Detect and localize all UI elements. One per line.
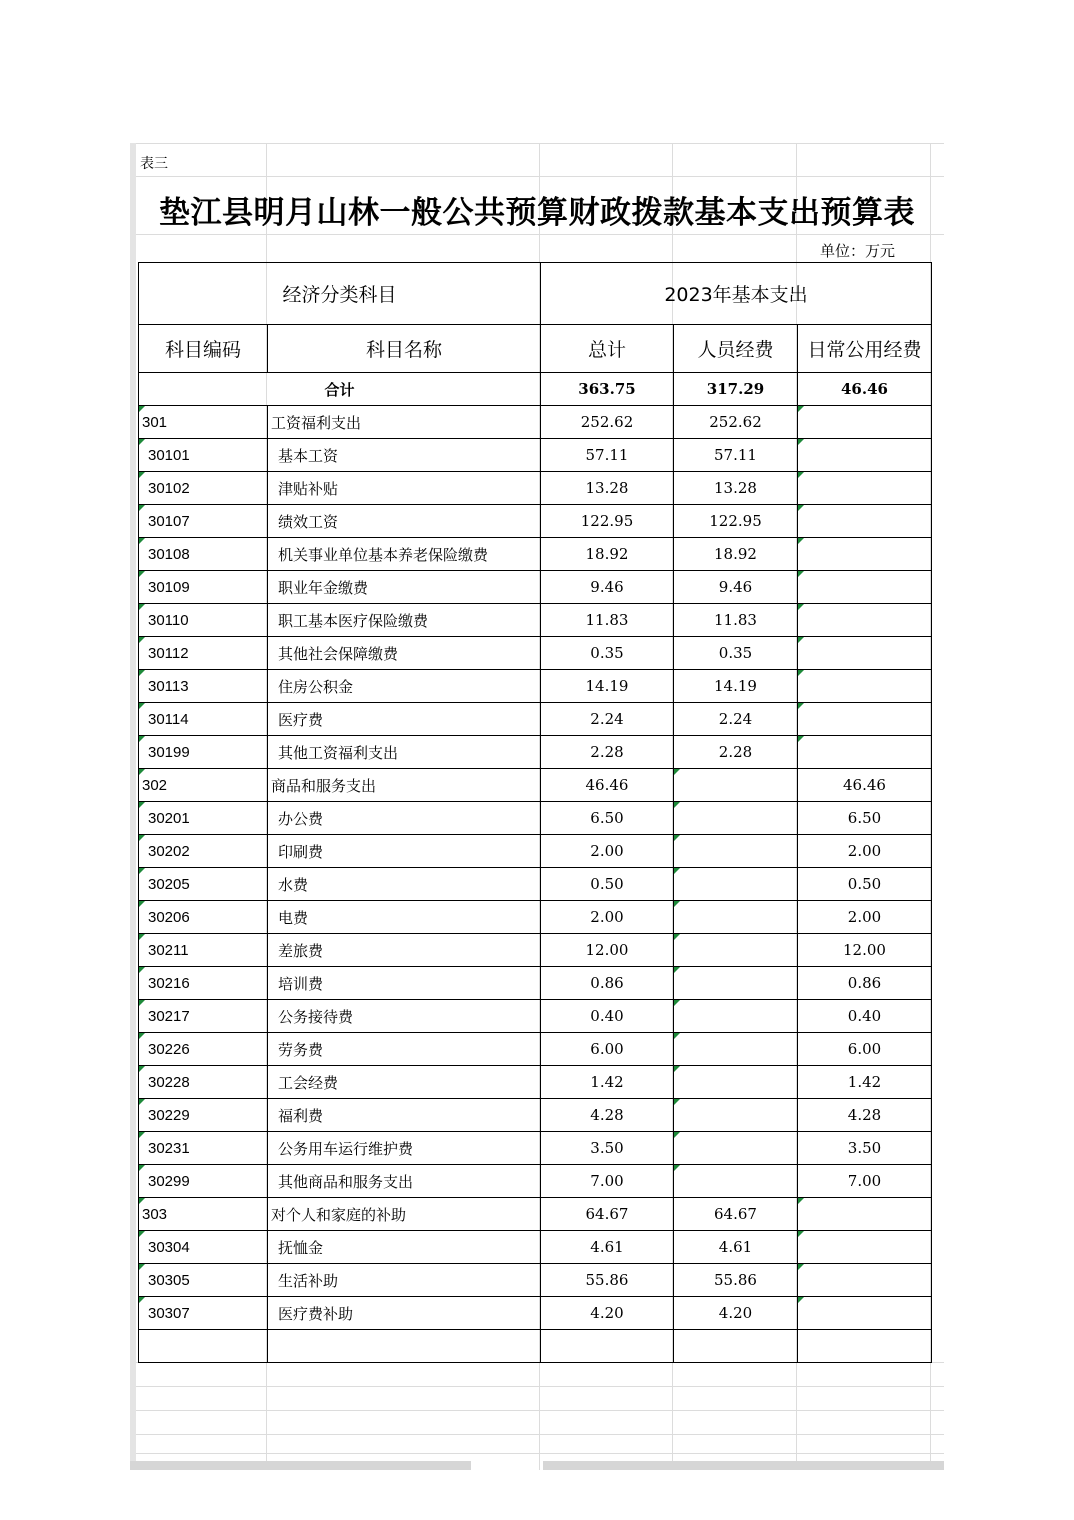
cell-name[interactable]: 培训费: [268, 967, 541, 1000]
cell-name[interactable]: 劳务费: [268, 1033, 541, 1066]
cell-personnel[interactable]: 4.61: [674, 1231, 798, 1264]
cell-total[interactable]: 12.00: [541, 934, 674, 967]
cell-personnel[interactable]: 11.83: [674, 604, 798, 637]
table-row: [139, 1165, 932, 1198]
table-row: [139, 1231, 932, 1264]
totals-total[interactable]: 363.75: [541, 373, 674, 406]
cell-public[interactable]: [798, 670, 932, 703]
sheet-scroll-strip-right[interactable]: [543, 1461, 944, 1470]
table-row: [139, 505, 932, 538]
header-personnel[interactable]: 人员经费: [674, 325, 798, 373]
cell-public[interactable]: [798, 439, 932, 472]
cell-personnel[interactable]: [674, 835, 798, 868]
cell-public[interactable]: [798, 571, 932, 604]
cell-personnel[interactable]: 64.67: [674, 1198, 798, 1231]
cell-public[interactable]: [798, 538, 932, 571]
gridline: [130, 1410, 944, 1411]
cell-personnel[interactable]: [674, 1099, 798, 1132]
cell-public[interactable]: [798, 703, 932, 736]
cell-total[interactable]: 4.61: [541, 1231, 674, 1264]
cell-code[interactable]: 30206: [139, 901, 268, 934]
cell-public[interactable]: [798, 505, 932, 538]
cell-total[interactable]: [541, 1330, 674, 1363]
cell-code[interactable]: 30101: [139, 439, 268, 472]
cell-name[interactable]: 生活补助: [268, 1264, 541, 1297]
cell-code[interactable]: 30299: [139, 1165, 268, 1198]
header-total[interactable]: 总计: [541, 325, 674, 373]
table-row: [139, 736, 932, 769]
cell-code[interactable]: 30216: [139, 967, 268, 1000]
cell-code[interactable]: 30217: [139, 1000, 268, 1033]
totals-personnel[interactable]: 317.29: [674, 373, 798, 406]
cell-name[interactable]: 印刷费: [268, 835, 541, 868]
cell-public[interactable]: [798, 1198, 932, 1231]
cell-public[interactable]: [798, 604, 932, 637]
cell-name[interactable]: 住房公积金: [268, 670, 541, 703]
cell-code[interactable]: 30231: [139, 1132, 268, 1165]
cell-code[interactable]: 30304: [139, 1231, 268, 1264]
cell-personnel[interactable]: [674, 901, 798, 934]
cell-code[interactable]: 30113: [139, 670, 268, 703]
gridline: [130, 1386, 944, 1387]
cell-public[interactable]: 7.00: [798, 1165, 932, 1198]
cell-name[interactable]: 办公费: [268, 802, 541, 835]
sheet-left-edge: [130, 143, 136, 1470]
header-row-columns: [139, 325, 932, 373]
cell-public[interactable]: 0.40: [798, 1000, 932, 1033]
cell-personnel[interactable]: [674, 1000, 798, 1033]
cell-code[interactable]: 30228: [139, 1066, 268, 1099]
cell-personnel[interactable]: 0.35: [674, 637, 798, 670]
cell-personnel[interactable]: 55.86: [674, 1264, 798, 1297]
cell-name[interactable]: 差旅费: [268, 934, 541, 967]
cell-total[interactable]: 0.35: [541, 637, 674, 670]
table-row: [139, 1297, 932, 1330]
table-row: [139, 1264, 932, 1297]
cell-code[interactable]: 30211: [139, 934, 268, 967]
header-code[interactable]: 科目编码: [139, 325, 268, 373]
cell-name[interactable]: 职工基本医疗保险缴费: [268, 604, 541, 637]
cell-public[interactable]: [798, 1330, 932, 1363]
cell-code[interactable]: 30107: [139, 505, 268, 538]
table-row: [139, 868, 932, 901]
cell-name[interactable]: 基本工资: [268, 439, 541, 472]
cell-name[interactable]: 医疗费: [268, 703, 541, 736]
cell-code[interactable]: 30229: [139, 1099, 268, 1132]
spreadsheet-sheet: [130, 143, 944, 1470]
cell-name[interactable]: 公务用车运行维护费: [268, 1132, 541, 1165]
table-row: [139, 967, 932, 1000]
cell-code[interactable]: 303: [139, 1198, 268, 1231]
cell-total[interactable]: 2.28: [541, 736, 674, 769]
cell-public[interactable]: 2.00: [798, 901, 932, 934]
cell-personnel[interactable]: [674, 967, 798, 1000]
cell-name[interactable]: 水费: [268, 868, 541, 901]
cell-name[interactable]: 公务接待费: [268, 1000, 541, 1033]
gridline: [130, 1434, 944, 1435]
cell-public[interactable]: 12.00: [798, 934, 932, 967]
totals-label[interactable]: 合计: [139, 373, 541, 406]
gridline: [130, 234, 944, 235]
cell-code[interactable]: 302: [139, 769, 268, 802]
table-row: [139, 1132, 932, 1165]
cell-public[interactable]: 6.00: [798, 1033, 932, 1066]
cell-public[interactable]: 6.50: [798, 802, 932, 835]
cell-code[interactable]: 30199: [139, 736, 268, 769]
cell-total[interactable]: 2.24: [541, 703, 674, 736]
cell-name[interactable]: 津贴补贴: [268, 472, 541, 505]
cell-public[interactable]: 46.46: [798, 769, 932, 802]
cell-code[interactable]: 30114: [139, 703, 268, 736]
cell-personnel[interactable]: 57.11: [674, 439, 798, 472]
cell-personnel[interactable]: 14.19: [674, 670, 798, 703]
cell-total[interactable]: 18.92: [541, 538, 674, 571]
table-row: [139, 571, 932, 604]
cell-name[interactable]: 抚恤金: [268, 1231, 541, 1264]
cell-total[interactable]: 3.50: [541, 1132, 674, 1165]
header-economic-category[interactable]: 经济分类科目: [139, 263, 541, 325]
cell-code[interactable]: 30110: [139, 604, 268, 637]
table-row: [139, 1330, 932, 1363]
cell-public[interactable]: [798, 1297, 932, 1330]
unit-label: 单位：万元: [820, 242, 896, 260]
cell-code[interactable]: 30112: [139, 637, 268, 670]
cell-name[interactable]: 工资福利支出: [268, 406, 541, 439]
cell-total[interactable]: 6.00: [541, 1033, 674, 1066]
header-public[interactable]: 日常公用经费: [798, 325, 932, 373]
cell-total[interactable]: 57.11: [541, 439, 674, 472]
cell-public[interactable]: 2.00: [798, 835, 932, 868]
table-row: [139, 439, 932, 472]
cell-name[interactable]: 商品和服务支出: [268, 769, 541, 802]
cell-total[interactable]: 46.46: [541, 769, 674, 802]
sheet-scroll-strip-left[interactable]: [130, 1461, 471, 1470]
cell-total[interactable]: 6.50: [541, 802, 674, 835]
cell-public[interactable]: [798, 637, 932, 670]
cell-code[interactable]: 30226: [139, 1033, 268, 1066]
table-row: [139, 1033, 932, 1066]
cell-code[interactable]: 301: [139, 406, 268, 439]
cell-total[interactable]: 14.19: [541, 670, 674, 703]
cell-total[interactable]: 0.50: [541, 868, 674, 901]
cell-code[interactable]: 30108: [139, 538, 268, 571]
cell-personnel[interactable]: 18.92: [674, 538, 798, 571]
cell-name[interactable]: 电费: [268, 901, 541, 934]
cell-total[interactable]: 2.00: [541, 835, 674, 868]
cell-personnel[interactable]: [674, 1165, 798, 1198]
cell-total[interactable]: 55.86: [541, 1264, 674, 1297]
cell-public[interactable]: 1.42: [798, 1066, 932, 1099]
cell-name[interactable]: 职业年金缴费: [268, 571, 541, 604]
table-row: [139, 1198, 932, 1231]
cell-public[interactable]: [798, 472, 932, 505]
cell-total[interactable]: 7.00: [541, 1165, 674, 1198]
table-row: [139, 1066, 932, 1099]
totals-row: [139, 373, 932, 406]
cell-total[interactable]: 4.28: [541, 1099, 674, 1132]
gridline: [130, 1453, 944, 1454]
cell-total[interactable]: 252.62: [541, 406, 674, 439]
cell-public[interactable]: [798, 1264, 932, 1297]
table-row: [139, 835, 932, 868]
table-row: [139, 670, 932, 703]
table-row: [139, 703, 932, 736]
table-label: 表三: [140, 156, 168, 172]
cell-total[interactable]: 2.00: [541, 901, 674, 934]
budget-table: [138, 262, 932, 1363]
gridline: [130, 143, 944, 144]
cell-code[interactable]: 30205: [139, 868, 268, 901]
cell-name[interactable]: 医疗费补助: [268, 1297, 541, 1330]
cell-code[interactable]: 30109: [139, 571, 268, 604]
cell-personnel[interactable]: 2.28: [674, 736, 798, 769]
cell-total[interactable]: 11.83: [541, 604, 674, 637]
table-row: [139, 1099, 932, 1132]
cell-code[interactable]: 30201: [139, 802, 268, 835]
cell-name[interactable]: 对个人和家庭的补助: [268, 1198, 541, 1231]
cell-personnel[interactable]: 252.62: [674, 406, 798, 439]
cell-personnel[interactable]: 9.46: [674, 571, 798, 604]
table-row: [139, 637, 932, 670]
table-row: [139, 802, 932, 835]
cell-total[interactable]: 0.40: [541, 1000, 674, 1033]
cell-name[interactable]: 其他商品和服务支出: [268, 1165, 541, 1198]
cell-personnel[interactable]: [674, 1330, 798, 1363]
cell-name[interactable]: 工会经费: [268, 1066, 541, 1099]
table-row: [139, 1000, 932, 1033]
cell-total[interactable]: 4.20: [541, 1297, 674, 1330]
cell-total[interactable]: 0.86: [541, 967, 674, 1000]
page-title: 垫江县明月山林一般公共预算财政拨款基本支出预算表: [159, 195, 915, 231]
cell-total[interactable]: 9.46: [541, 571, 674, 604]
cell-public[interactable]: 0.86: [798, 967, 932, 1000]
cell-code[interactable]: [139, 1330, 268, 1363]
cell-personnel[interactable]: [674, 1132, 798, 1165]
table-row: [139, 934, 932, 967]
gridline: [130, 176, 944, 177]
cell-code[interactable]: 30307: [139, 1297, 268, 1330]
cell-personnel[interactable]: 13.28: [674, 472, 798, 505]
cell-name[interactable]: 绩效工资: [268, 505, 541, 538]
cell-personnel[interactable]: 122.95: [674, 505, 798, 538]
cell-total[interactable]: 13.28: [541, 472, 674, 505]
cell-code[interactable]: 30102: [139, 472, 268, 505]
cell-name[interactable]: 福利费: [268, 1099, 541, 1132]
header-row-group: [139, 263, 932, 325]
cell-personnel[interactable]: [674, 868, 798, 901]
cell-public[interactable]: [798, 736, 932, 769]
cell-personnel[interactable]: [674, 1066, 798, 1099]
cell-personnel[interactable]: [674, 1033, 798, 1066]
cell-public[interactable]: [798, 1231, 932, 1264]
header-basic-expenditure-2023[interactable]: 2023年基本支出: [541, 263, 932, 325]
table-row: [139, 406, 932, 439]
cell-personnel[interactable]: 4.20: [674, 1297, 798, 1330]
cell-name[interactable]: 其他社会保障缴费: [268, 637, 541, 670]
cell-personnel[interactable]: 2.24: [674, 703, 798, 736]
cell-personnel[interactable]: [674, 769, 798, 802]
cell-code[interactable]: 30202: [139, 835, 268, 868]
cell-public[interactable]: 3.50: [798, 1132, 932, 1165]
table-row: [139, 901, 932, 934]
table-row: [139, 604, 932, 637]
cell-total[interactable]: 122.95: [541, 505, 674, 538]
cell-public[interactable]: 0.50: [798, 868, 932, 901]
table-row: [139, 538, 932, 571]
cell-code[interactable]: 30305: [139, 1264, 268, 1297]
cell-public[interactable]: 4.28: [798, 1099, 932, 1132]
header-name[interactable]: 科目名称: [268, 325, 541, 373]
cell-public[interactable]: [798, 406, 932, 439]
cell-name[interactable]: 其他工资福利支出: [268, 736, 541, 769]
cell-total[interactable]: 1.42: [541, 1066, 674, 1099]
cell-total[interactable]: 64.67: [541, 1198, 674, 1231]
cell-personnel[interactable]: [674, 934, 798, 967]
cell-name[interactable]: 机关事业单位基本养老保险缴费: [268, 538, 541, 571]
cell-name[interactable]: [268, 1330, 541, 1363]
totals-public[interactable]: 46.46: [798, 373, 932, 406]
table-row: [139, 472, 932, 505]
cell-personnel[interactable]: [674, 802, 798, 835]
table-row: [139, 769, 932, 802]
